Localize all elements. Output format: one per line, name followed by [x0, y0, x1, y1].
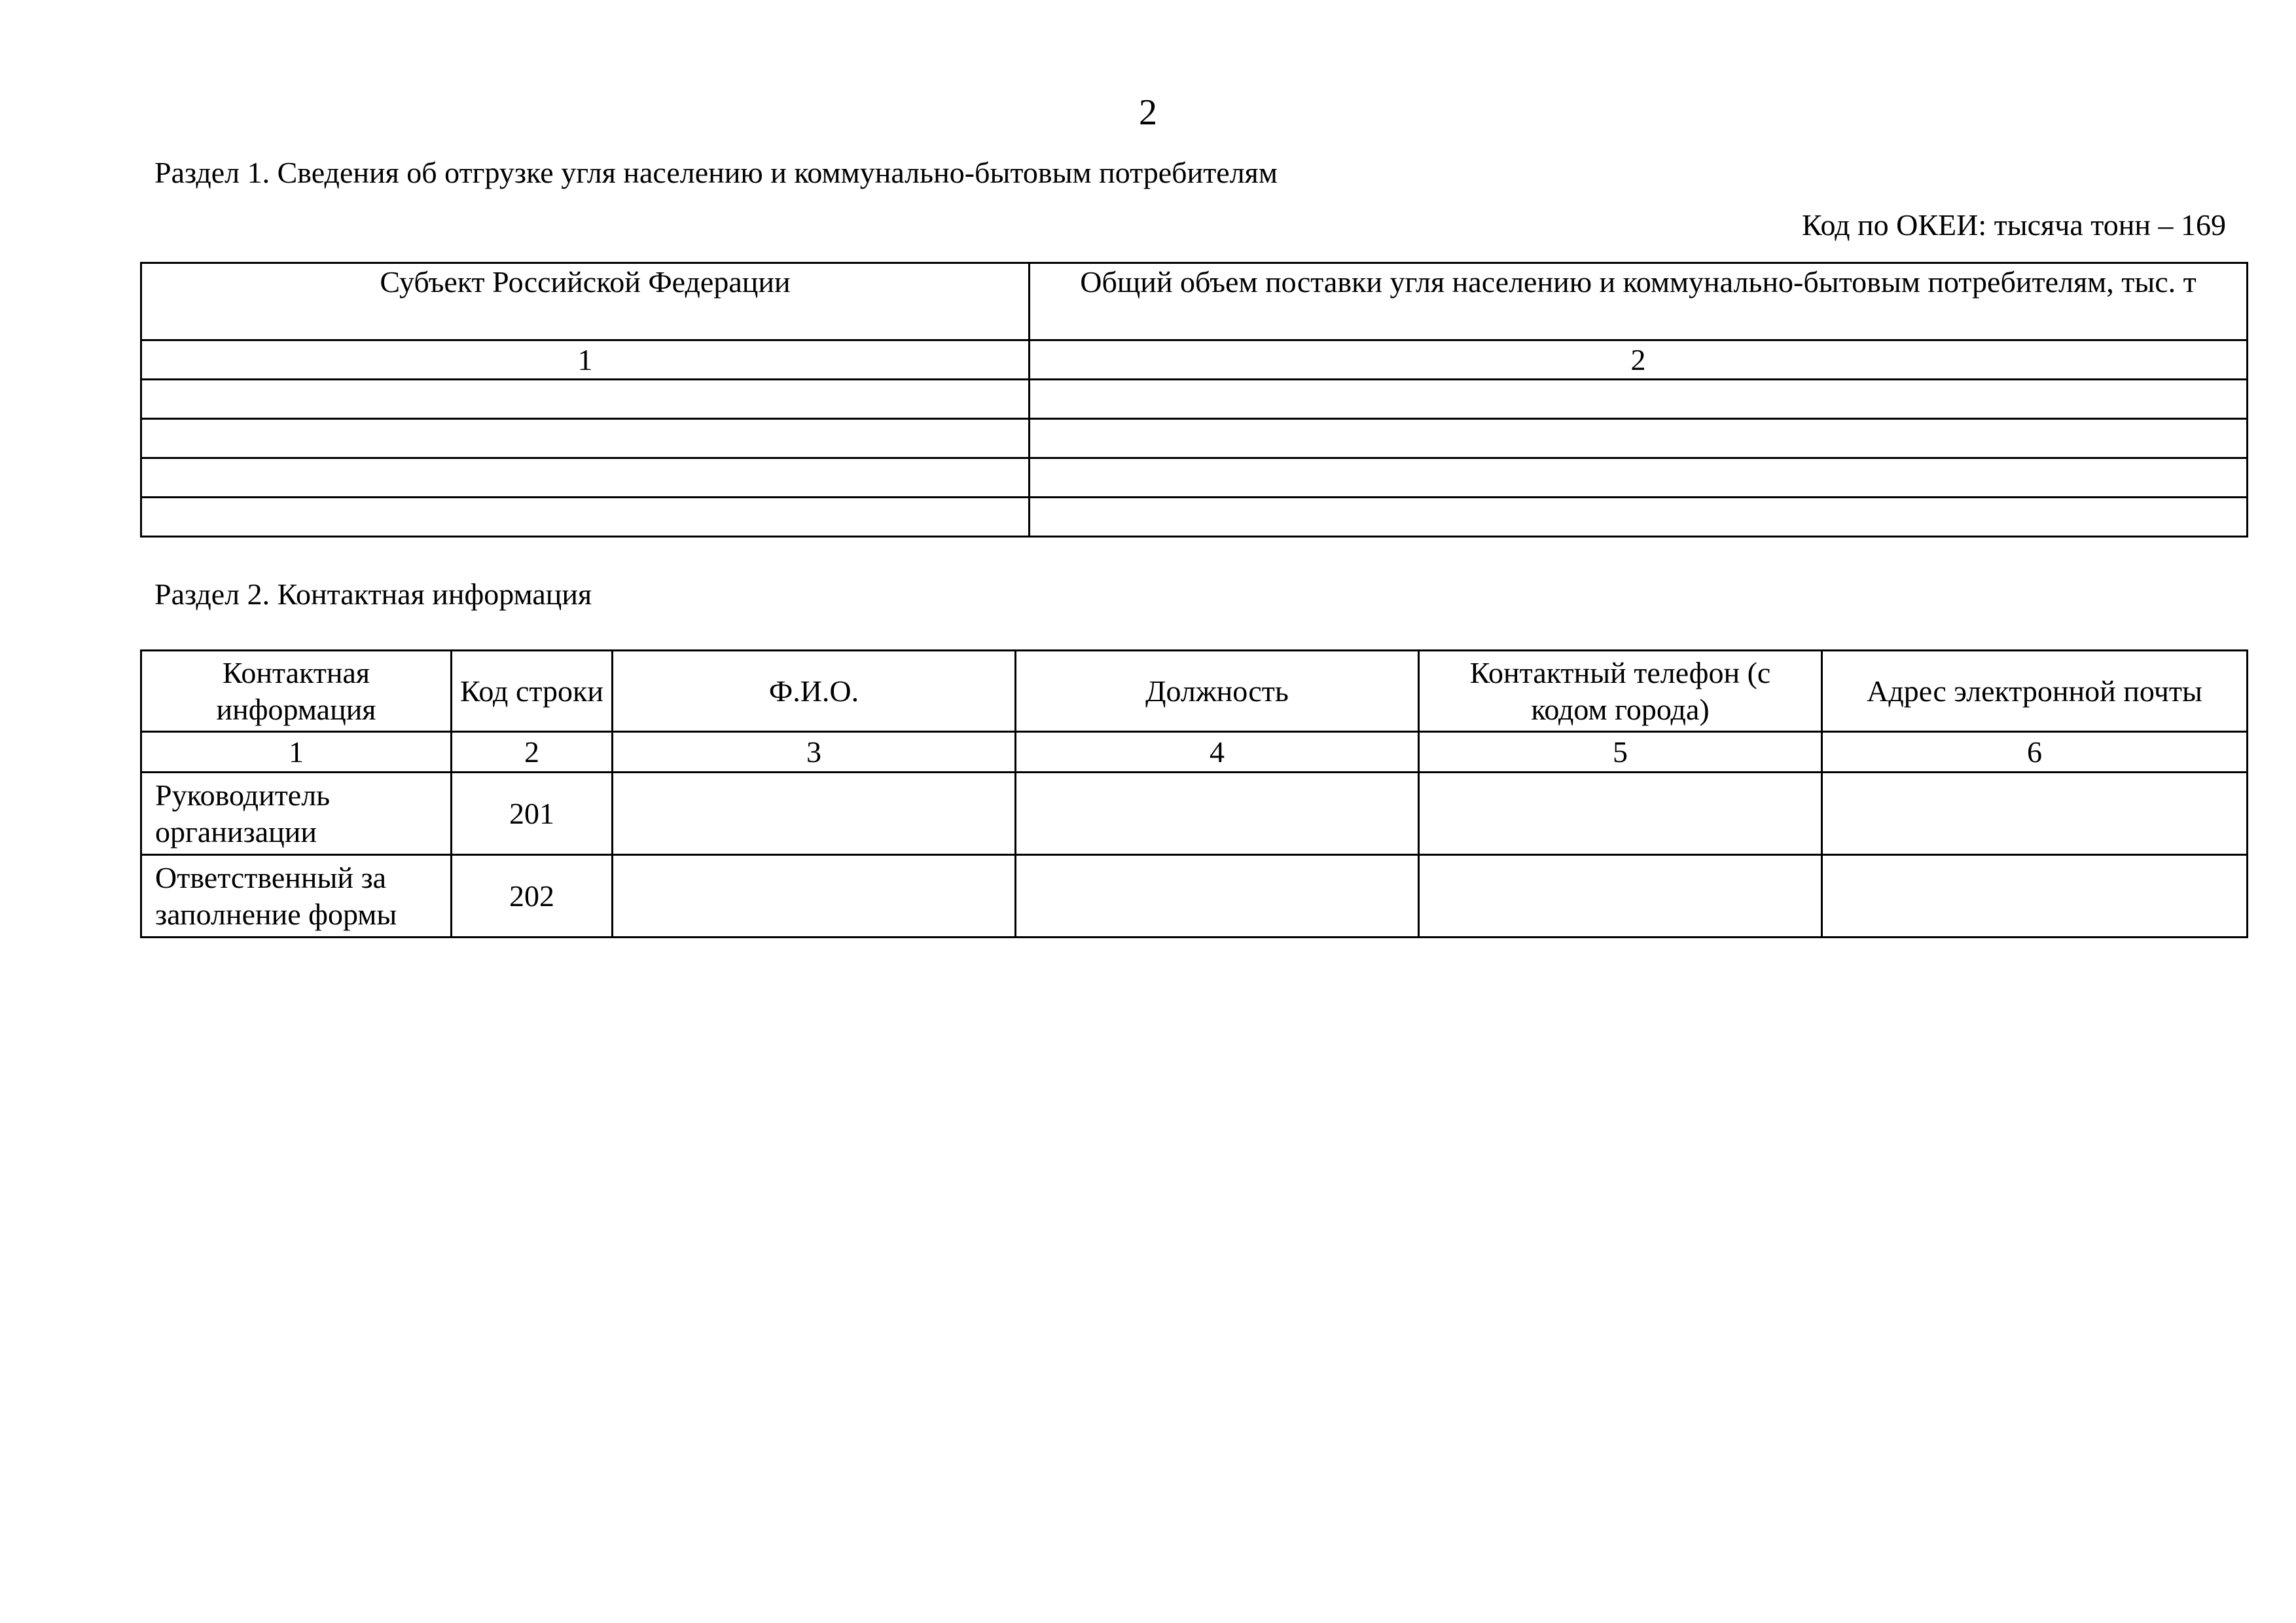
header-position: Должность	[1016, 651, 1419, 732]
okei-code: Код по ОКЕИ: тысяча тонн – 169	[1802, 208, 2226, 242]
row-code: 202	[452, 855, 613, 938]
table-row	[141, 380, 2248, 419]
fio-cell[interactable]	[613, 855, 1016, 938]
header-subject: Субъект Российской Федерации	[141, 263, 1030, 340]
position-cell[interactable]	[1016, 773, 1419, 855]
column-number: 1	[141, 340, 1030, 380]
column-number: 4	[1016, 732, 1419, 773]
section-1-table	[140, 262, 2248, 538]
header-contact-info: Контактная информация	[141, 651, 452, 732]
section-2-table	[140, 649, 2248, 938]
column-number: 2	[452, 732, 613, 773]
subject-cell[interactable]	[141, 458, 1030, 498]
table-row	[141, 458, 2248, 498]
page-number: 2	[1139, 92, 1157, 133]
header-email: Адрес электронной почты	[1822, 651, 2248, 732]
header-row-code: Код строки	[452, 651, 613, 732]
volume-cell[interactable]	[1030, 419, 2248, 458]
contact-label: Ответственный за заполнение формы	[141, 855, 452, 938]
column-number: 2	[1030, 340, 2248, 380]
table-row	[141, 773, 2248, 855]
header-total-volume: Общий объем поставки угля населению и коммунально-бытовым потребителям, тыс. т	[1030, 263, 2248, 340]
table-row	[141, 855, 2248, 938]
section-2-title: Раздел 2. Контактная информация	[154, 577, 592, 611]
subject-cell[interactable]	[141, 380, 1030, 419]
phone-cell[interactable]	[1419, 855, 1822, 938]
table-row	[141, 419, 2248, 458]
position-cell[interactable]	[1016, 855, 1419, 938]
volume-cell[interactable]	[1030, 380, 2248, 419]
header-phone: Контактный телефон (с кодом города)	[1419, 651, 1822, 732]
phone-cell[interactable]	[1419, 773, 1822, 855]
subject-cell[interactable]	[141, 498, 1030, 537]
column-number-row	[141, 732, 2248, 773]
column-number: 1	[141, 732, 452, 773]
fio-cell[interactable]	[613, 773, 1016, 855]
volume-cell[interactable]	[1030, 498, 2248, 537]
email-cell[interactable]	[1822, 855, 2248, 938]
header-fio: Ф.И.О.	[613, 651, 1016, 732]
contact-label: Руководитель организации	[141, 773, 452, 855]
column-number: 5	[1419, 732, 1822, 773]
column-number-row	[141, 340, 2248, 380]
column-number: 6	[1822, 732, 2248, 773]
table-header-row	[141, 263, 2248, 340]
volume-cell[interactable]	[1030, 458, 2248, 498]
table-header-row	[141, 651, 2248, 732]
subject-cell[interactable]	[141, 419, 1030, 458]
section-1-title: Раздел 1. Сведения об отгрузке угля населению и коммунально-бытовым потребителям	[154, 156, 1278, 189]
table-row	[141, 498, 2248, 537]
column-number: 3	[613, 732, 1016, 773]
email-cell[interactable]	[1822, 773, 2248, 855]
row-code: 201	[452, 773, 613, 855]
